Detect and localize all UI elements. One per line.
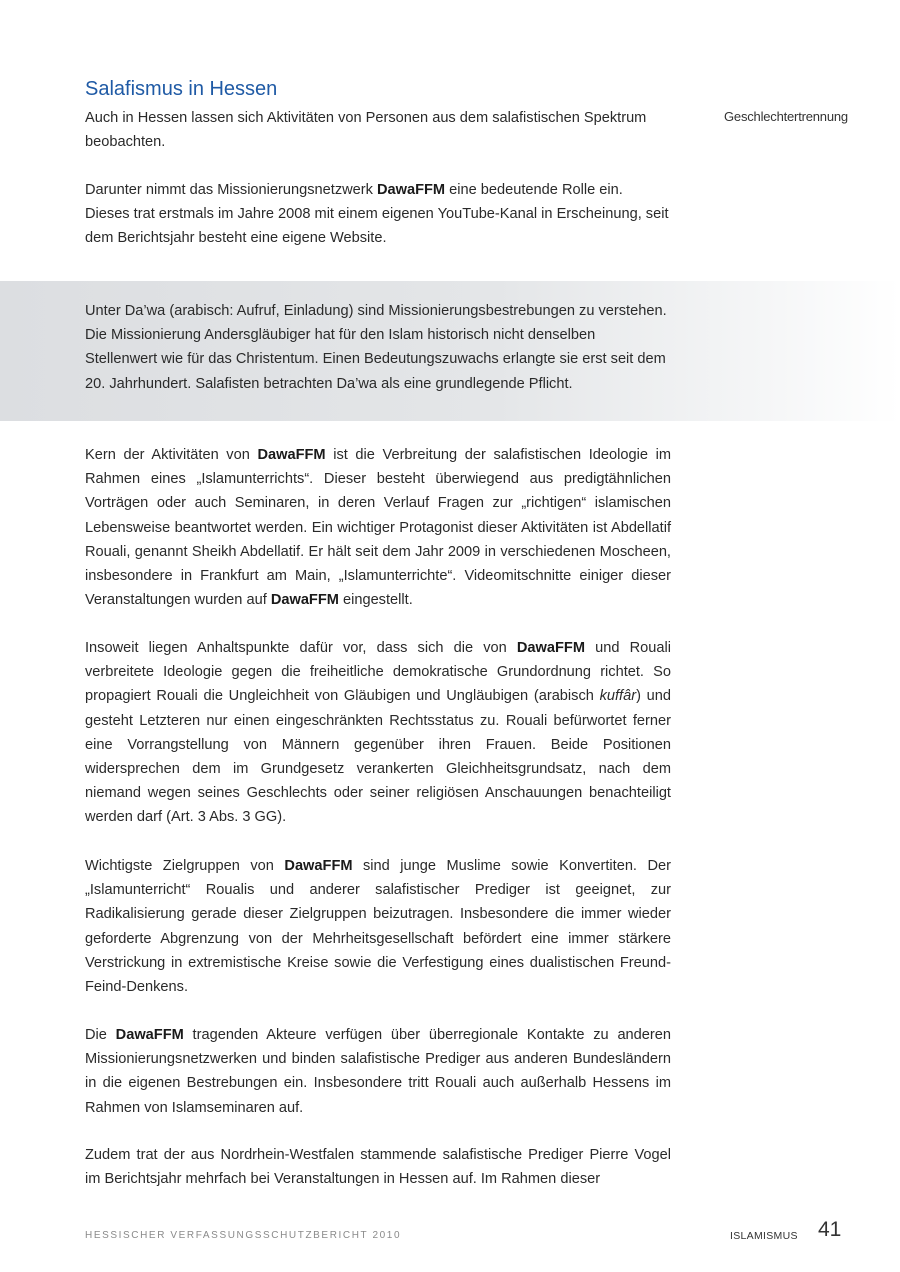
paragraph-ideology — [85, 636, 671, 830]
paragraph-dawaffm-role — [85, 178, 671, 251]
paragraph-text: Insoweit liegen Anhaltspunkte dafür vor, dass sich die von — [85, 640, 517, 656]
paragraph-text: Zudem trat der aus Nordrhein-Westfalen stammende salafistische Prediger Pierre Vogel im Berichtsjahr mehrfach bei Veranstaltungen in Hessen auf. Im Rahmen dieser — [85, 1147, 671, 1188]
bold-term: DawaFFM — [257, 447, 326, 463]
paragraph-text: eingestellt. — [338, 592, 413, 609]
definition-box — [0, 281, 900, 421]
footer-chapter: ISLAMISMUS — [730, 1230, 798, 1242]
paragraph-text: Auch in Hessen lassen sich Aktivitäten von Personen aus dem salafistischen Spektrum beobachten. — [85, 110, 647, 151]
bold-term: DawaFFM — [516, 640, 585, 656]
paragraph-text: Wichtigste Zielgruppen von — [85, 858, 285, 874]
paragraph-text: ) und gesteht Letzteren nur einen eingeschränkten Rechtsstatus zu. Rouali befürwortet ferner eine Vorrangstellung von Männern gegenüber ihren Frauen. Beide Positionen widersprechen dem im Grundgesetz verankerten Gleichheitsgrundsatz, nach dem niemand wegen seines Geschlechts oder seiner religiösen Anschauungen benachteiligt werden darf (Art. 3 Abs. 3 GG). — [85, 688, 672, 826]
paragraph-text: eine bedeutende Rolle ein. Dieses trat erstmals im Jahre 2008 mit einem eigenen YouTube-Kanal in Erscheinung, seit dem Berichtsjahr besteht eine eigene Website. — [85, 182, 669, 247]
paragraph-text: Darunter nimmt das Missionierungsnetzwerk — [85, 182, 377, 198]
paragraph-core-activities — [85, 443, 671, 612]
section-title: Salafismus in Hessen — [85, 78, 278, 100]
footer-report-title: HESSISCHER VERFASSUNGSSCHUTZBERICHT 2010 — [85, 1230, 402, 1241]
definition-text-block — [85, 299, 671, 396]
bold-term: DawaFFM — [284, 858, 353, 874]
italic-term: kuffâr — [599, 688, 637, 705]
paragraph-text: tragenden Akteure verfügen über überregionale Kontakte zu anderen Missionierungsnetzwerken und binden salafistische Prediger aus anderen Bundesländern in die eigenen Bestrebungen ein. Insbesondere tritt Rouali auch außerhalb Hessens im Rahmen von Islamseminaren auf. — [85, 1027, 672, 1116]
paragraph-text: Kern der Aktivitäten von — [85, 447, 258, 463]
margin-note: Geschlechtertrennung — [724, 109, 848, 124]
paragraph-text: ist die Verbreitung der salafistischen Ideologie im Rahmen eines „Islamunterrichts“. Dieser besteht überwiegend aus predigtähnlichen Vorträgen oder auch Seminaren, in deren Verlauf Fragen zur „richtigen“ islamischen Lebensweise beantwortet werden. Ein wichtiger Protagonist dieser Aktivitäten ist Abdellatif Rouali, genannt Sheikh Abdellatif. Er hält seit dem Jahr 2009 in verschiedenen Moscheen, insbesondere in Frankfurt am Main, „Islamunterrichte“. Videomitschnitte einiger dieser Veranstaltungen wurden auf — [85, 447, 671, 609]
paragraph-text: und Rouali verbreitete Ideologie gegen die freiheitliche demokratische Grundordnung richtet. So propagiert Rouali die Ungleichheit von Gläubigen und Ungläubigen (arabisch — [85, 640, 671, 705]
bold-term: DawaFFM — [270, 592, 339, 609]
page-number: 41 — [818, 1218, 842, 1241]
paragraph-intro — [85, 106, 671, 154]
paragraph-target-groups — [85, 854, 671, 999]
paragraph-text: sind junge Muslime sowie Konvertiten. Der „Islamunterricht“ Roualis und anderer salafistischer Prediger ist geeignet, zur Radikalisierung gerade dieser Zielgruppen beizutragen. Insbesondere die immer wieder geforderte Abgrenzung von der Mehrheitsgesellschaft befördert eine immer stärkere Verstrickung in extremistische Kreise sowie die Verfestigung eines dualistischen Freund-Feind-Denkens. — [85, 858, 672, 996]
bold-term: DawaFFM — [376, 182, 446, 198]
paragraph-pierre-vogel — [85, 1143, 671, 1191]
definition-text: Unter Da’wa (arabisch: Aufruf, Einladung) sind Missionierungsbestrebungen zu verstehen. Die Missionierung Andersgläubiger hat für den Islam historisch nicht denselben Stellenwert wie für das Christentum. Einen Bedeutungszuwachs erlangte sie erst seit dem 20. Jahrhundert. Salafisten betrachten Da’wa als eine grundlegende Pflicht. — [85, 303, 667, 392]
paragraph-text: Die — [85, 1027, 116, 1043]
bold-term: DawaFFM — [115, 1027, 184, 1043]
paragraph-contacts — [85, 1023, 671, 1120]
